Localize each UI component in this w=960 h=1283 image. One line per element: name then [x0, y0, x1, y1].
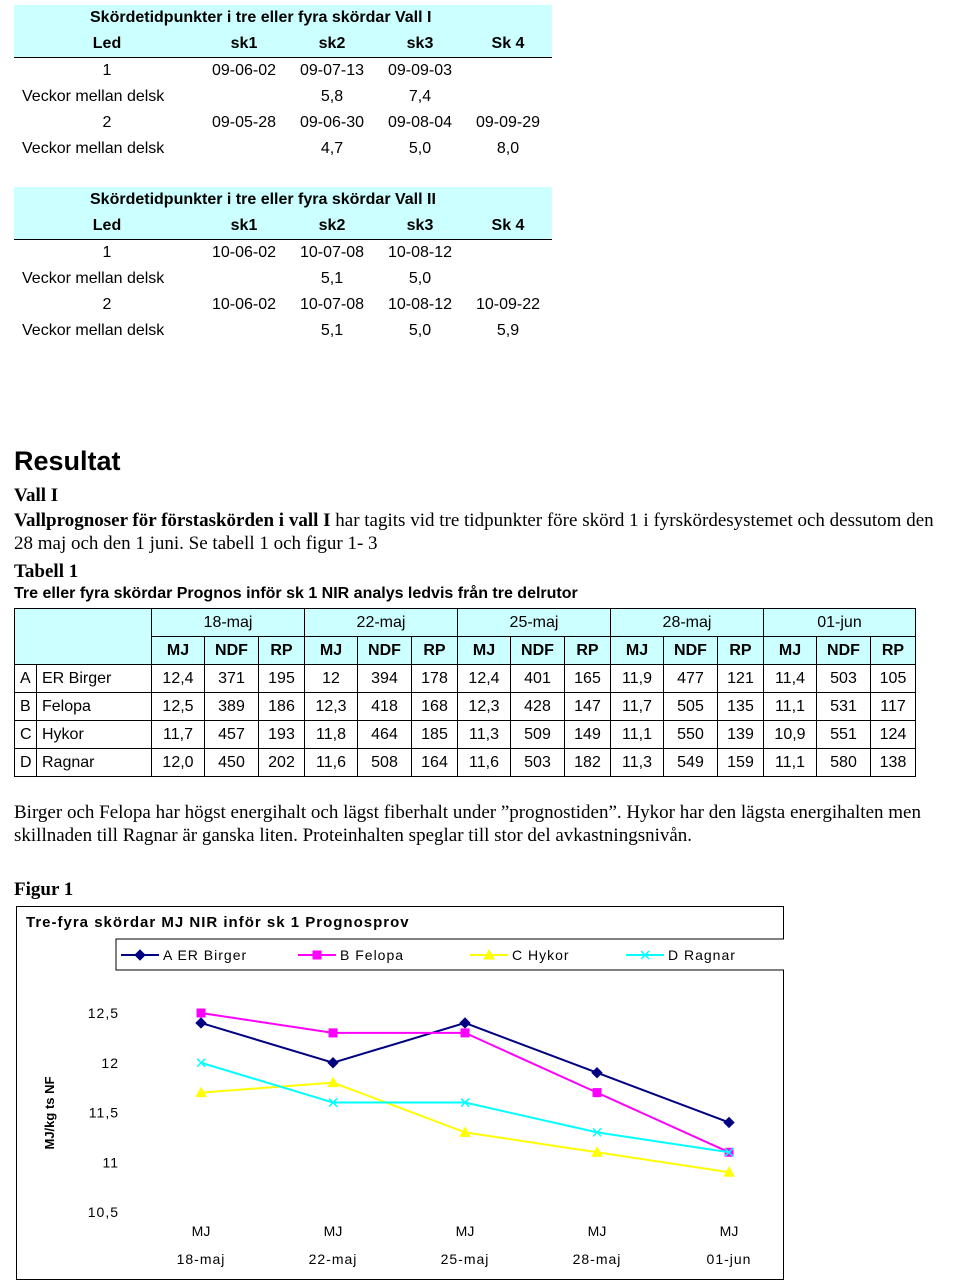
table-cell: 11,4	[764, 665, 817, 693]
table-cell: 2	[102, 114, 112, 131]
measure-header: NDF	[511, 637, 565, 665]
date-header-row	[15, 609, 916, 637]
table-cell: 182	[565, 749, 611, 777]
conclusion-paragraph: Birger och Felopa har högst energihalt och lägst fiberhalt under ”prognostiden”. Hykor har den lägsta energihalten men skillnaden till Ragnar är ganska liten. Proteinhalten speglar till stor del avkastningsnivån.	[14, 802, 921, 846]
col-header: sk1	[230, 217, 258, 234]
corner-cell	[15, 609, 152, 637]
result-table-title: Tre eller fyra skördar Prognos inför sk 1 NIR analys ledvis från tre delrutor	[14, 585, 578, 602]
table-cell: 371	[205, 665, 259, 693]
table-cell: 11,9	[611, 665, 664, 693]
table-cell: 7,4	[408, 88, 432, 105]
table-cell: 149	[565, 721, 611, 749]
table-cell: 10-08-12	[387, 296, 453, 313]
x-tick-label: MJ	[587, 1223, 607, 1239]
legend-label: A ER Birger	[163, 947, 248, 963]
table-cell: 10-06-02	[211, 244, 277, 261]
table-cell: 4,7	[320, 140, 344, 157]
table-row	[14, 292, 552, 318]
table-cell: 5,9	[496, 322, 520, 339]
y-axis-label: MJ/kg ts NF	[42, 1076, 57, 1150]
table-title-row	[14, 187, 552, 213]
table-cell: 12,3	[458, 693, 511, 721]
result-table	[14, 608, 916, 777]
table-cell: 186	[259, 693, 305, 721]
table-cell: 11,7	[152, 721, 205, 749]
section-heading: Resultat	[14, 446, 121, 476]
table-cell: 11,6	[458, 749, 511, 777]
col-header: Sk 4	[491, 217, 525, 234]
table-cell: 394	[358, 665, 412, 693]
variety-code: A	[15, 665, 37, 693]
table-cell: 11,1	[764, 693, 817, 721]
table-cell: 477	[664, 665, 718, 693]
table-cell: 450	[205, 749, 259, 777]
subsection-heading: Vall I	[14, 485, 59, 506]
table-cell: 138	[871, 749, 916, 777]
measure-header: MJ	[764, 637, 817, 665]
table-cell: 164	[412, 749, 458, 777]
table-cell: 09-09-29	[475, 114, 541, 131]
table-cell: Veckor mellan delsk	[22, 88, 165, 105]
table-cell: 147	[565, 693, 611, 721]
table-cell: 09-06-30	[299, 114, 365, 131]
table-header-row	[14, 31, 552, 58]
table-cell: 10-07-08	[299, 244, 365, 261]
table-header-row	[14, 213, 552, 240]
date-header: 01-jun	[764, 609, 916, 637]
y-tick-label: 12,5	[87, 1005, 119, 1021]
table-cell: 09-08-04	[387, 114, 453, 131]
table-cell: 185	[412, 721, 458, 749]
table-cell: 09-09-03	[387, 62, 453, 79]
table-cell: 5,0	[408, 140, 432, 157]
x-tick-label: 22-maj	[308, 1251, 358, 1267]
y-tick-label: 11	[102, 1154, 119, 1171]
variety-name: ER Birger	[37, 665, 152, 693]
table-cell: 5,8	[320, 88, 344, 105]
measure-header: MJ	[611, 637, 664, 665]
table-cell: 508	[358, 749, 412, 777]
table-row	[14, 266, 552, 292]
table-cell: Veckor mellan delsk	[22, 270, 165, 287]
table-title-row	[14, 5, 552, 31]
table-cell: 117	[871, 693, 916, 721]
table-cell: 550	[664, 721, 718, 749]
measure-header: NDF	[817, 637, 871, 665]
table-cell: 11,3	[611, 749, 664, 777]
table-cell: 10-06-02	[211, 296, 277, 313]
table-cell: 5,0	[408, 270, 432, 287]
measure-header: RP	[412, 637, 458, 665]
table-cell: 531	[817, 693, 871, 721]
table-cell: 1	[102, 244, 112, 261]
intro-rest: har tagits vid tre tidpunkter före skörd 1 i fyrskördesystemet och dessutom den 28 maj och den 1 juni. Se tabell 1 och figur 1- 3	[14, 510, 934, 554]
data-point	[197, 1009, 205, 1017]
table-cell: 121	[718, 665, 764, 693]
col-header: sk2	[318, 217, 346, 234]
table-cell: 168	[412, 693, 458, 721]
figure-label: Figur 1	[14, 879, 74, 900]
table-title: Skördetidpunkter i tre eller fyra skördar Vall I	[90, 9, 432, 26]
measure-header: RP	[718, 637, 764, 665]
table-cell: 8,0	[496, 140, 520, 157]
table-row	[14, 84, 552, 110]
intro-paragraph	[14, 509, 954, 555]
table-cell: Veckor mellan delsk	[22, 322, 165, 339]
data-point	[329, 1029, 337, 1037]
table-cell: 159	[718, 749, 764, 777]
table-cell: 11,6	[305, 749, 358, 777]
table-cell: 503	[511, 749, 565, 777]
table-cell: 505	[664, 693, 718, 721]
date-header: 22-maj	[305, 609, 458, 637]
intro-bold: Vallprognoser för förstaskörden i vall I	[14, 510, 331, 531]
table-cell: 09-05-28	[211, 114, 277, 131]
col-header: Sk 4	[491, 35, 525, 52]
table-cell: 193	[259, 721, 305, 749]
measure-header-row	[15, 637, 916, 665]
table-cell: 12,0	[152, 749, 205, 777]
table-cell: 418	[358, 693, 412, 721]
measure-header: MJ	[305, 637, 358, 665]
measure-header: MJ	[152, 637, 205, 665]
x-tick-label: MJ	[323, 1223, 343, 1239]
table-cell: 11,1	[611, 721, 664, 749]
table-cell: 5,1	[320, 270, 344, 287]
table-cell: 457	[205, 721, 259, 749]
x-tick-label: 28-maj	[572, 1251, 622, 1267]
table-cell: 11,7	[611, 693, 664, 721]
table-cell: 12,4	[458, 665, 511, 693]
table-cell: 10-08-12	[387, 244, 453, 261]
x-tick-label: 18-maj	[176, 1251, 226, 1267]
table-cell: 11,1	[764, 749, 817, 777]
table-cell: 12,3	[305, 693, 358, 721]
x-tick-label: 01-jun	[706, 1251, 752, 1267]
table-cell: 11,8	[305, 721, 358, 749]
table-cell: 549	[664, 749, 718, 777]
table-cell: 5,0	[408, 322, 432, 339]
table-cell: 165	[565, 665, 611, 693]
table-cell: 12	[305, 665, 358, 693]
table-cell: 401	[511, 665, 565, 693]
legend-label: C Hykor	[512, 947, 570, 963]
data-point	[461, 1029, 469, 1037]
harvest-table-vall1	[14, 5, 552, 162]
y-tick-label: 11,5	[88, 1104, 119, 1121]
table-row	[15, 665, 916, 693]
data-point	[593, 1089, 601, 1097]
x-tick-label: MJ	[455, 1223, 475, 1239]
table-row	[14, 318, 552, 344]
col-header: sk3	[406, 217, 434, 234]
table-cell: 5,1	[320, 322, 344, 339]
table-cell: 580	[817, 749, 871, 777]
x-tick-label: 25-maj	[440, 1251, 490, 1267]
col-header: sk1	[230, 35, 258, 52]
table-cell: 10-07-08	[299, 296, 365, 313]
table-cell: 09-07-13	[299, 62, 365, 79]
table-cell: 389	[205, 693, 259, 721]
corner-cell	[15, 637, 152, 665]
date-header: 18-maj	[152, 609, 305, 637]
y-tick-label: 12	[101, 1054, 119, 1071]
legend-label: D Ragnar	[668, 947, 736, 963]
table-row	[14, 240, 552, 266]
table-cell: 11,3	[458, 721, 511, 749]
table-cell: 178	[412, 665, 458, 693]
chart-title: Tre-fyra skördar MJ NIR inför sk 1 Prognosprov	[26, 914, 410, 931]
table-cell: 124	[871, 721, 916, 749]
table-cell: 105	[871, 665, 916, 693]
variety-code: D	[15, 749, 37, 777]
table-row	[14, 136, 552, 162]
table-cell: 503	[817, 665, 871, 693]
table-cell: Veckor mellan delsk	[22, 140, 165, 157]
table-cell: 12,5	[152, 693, 205, 721]
y-tick-label: 10,5	[87, 1204, 119, 1220]
table-cell: 551	[817, 721, 871, 749]
measure-header: RP	[259, 637, 305, 665]
table-row	[15, 749, 916, 777]
table-cell: 09-06-02	[211, 62, 277, 79]
table-cell: 10-09-22	[475, 296, 541, 313]
harvest-table-vall2	[14, 187, 552, 344]
table-cell: 509	[511, 721, 565, 749]
legend-marker	[313, 951, 321, 959]
table-row	[14, 110, 552, 136]
table-cell: 464	[358, 721, 412, 749]
table-title: Skördetidpunkter i tre eller fyra skördar Vall II	[90, 191, 436, 208]
line-chart	[16, 906, 784, 1280]
measure-header: MJ	[458, 637, 511, 665]
variety-name: Felopa	[37, 693, 152, 721]
measure-header: RP	[565, 637, 611, 665]
date-header: 25-maj	[458, 609, 611, 637]
table-cell: 135	[718, 693, 764, 721]
variety-code: C	[15, 721, 37, 749]
col-header: sk3	[406, 35, 434, 52]
table-cell: 202	[259, 749, 305, 777]
col-header: sk2	[318, 35, 346, 52]
col-header: Led	[92, 35, 122, 52]
measure-header: NDF	[358, 637, 412, 665]
variety-code: B	[15, 693, 37, 721]
x-tick-label: MJ	[191, 1223, 211, 1239]
table-row	[14, 58, 552, 84]
table-label: Tabell 1	[14, 561, 79, 582]
measure-header: NDF	[664, 637, 718, 665]
table-cell: 195	[259, 665, 305, 693]
measure-header: RP	[871, 637, 916, 665]
table-row	[15, 693, 916, 721]
measure-header: NDF	[205, 637, 259, 665]
variety-name: Hykor	[37, 721, 152, 749]
table-row	[15, 721, 916, 749]
table-cell: 2	[102, 296, 112, 313]
table-cell: 10,9	[764, 721, 817, 749]
x-tick-label: MJ	[719, 1223, 739, 1239]
col-header: Led	[92, 217, 122, 234]
table-cell: 12,4	[152, 665, 205, 693]
table-cell: 1	[102, 62, 112, 79]
table-cell: 139	[718, 721, 764, 749]
date-header: 28-maj	[611, 609, 764, 637]
legend-label: B Felopa	[340, 947, 405, 963]
table-cell: 428	[511, 693, 565, 721]
variety-name: Ragnar	[37, 749, 152, 777]
